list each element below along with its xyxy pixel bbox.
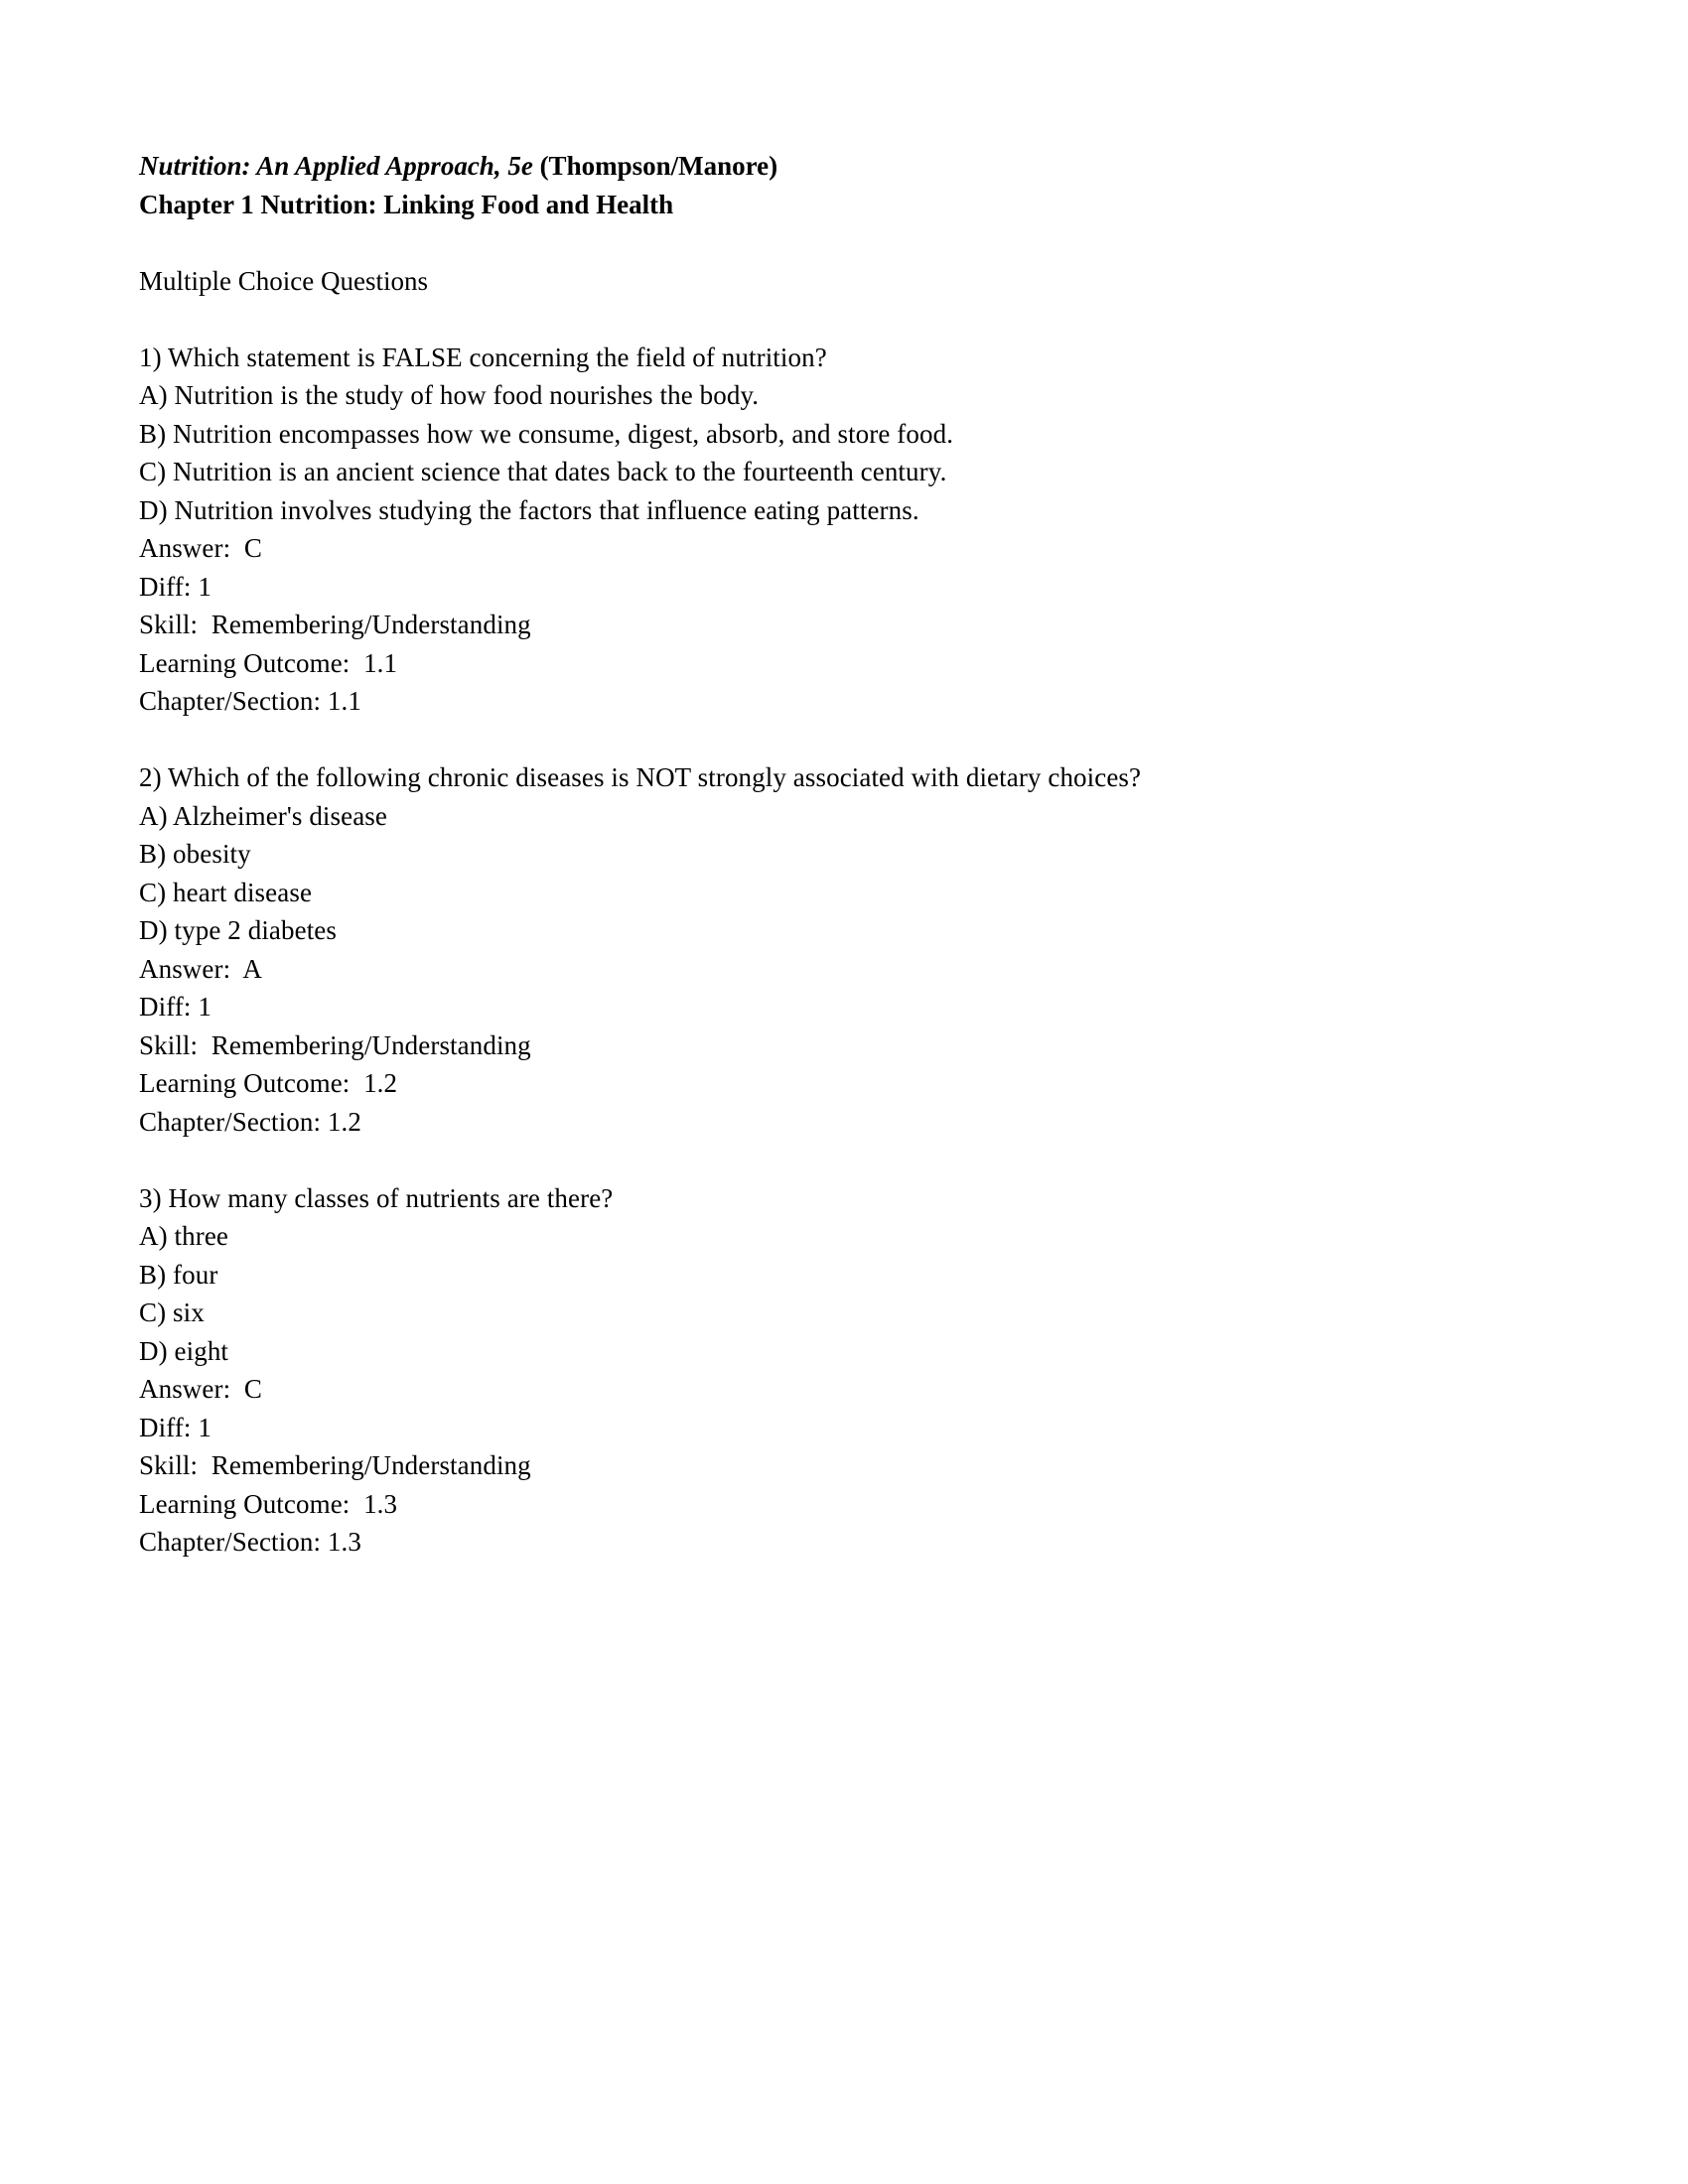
question-block-2	[139, 758, 1549, 1141]
learning-outcome-line: Learning Outcome: 1.2	[139, 1068, 398, 1098]
question-option: B) four	[139, 1259, 218, 1290]
spacer	[139, 300, 1549, 339]
spacer	[139, 223, 1549, 262]
spacer	[139, 721, 1549, 759]
document-header-title	[139, 147, 1549, 186]
question-prompt: 1) Which statement is FALSE concerning the field of nutrition?	[139, 341, 827, 372]
question-block-3	[139, 1179, 1549, 1562]
answer-line: Answer: A	[139, 953, 262, 984]
chapter-section-line: Chapter/Section: 1.1	[139, 686, 361, 716]
document-body	[139, 147, 1549, 1562]
diff-line: Diff: 1	[139, 1412, 211, 1442]
chapter-heading: Chapter 1 Nutrition: Linking Food and Health	[139, 189, 674, 219]
spacer	[139, 1141, 1549, 1179]
book-authors: (Thompson/Manore)	[532, 151, 778, 181]
question-option: A) Alzheimer's disease	[139, 800, 387, 831]
skill-line: Skill: Remembering/Understanding	[139, 1029, 531, 1060]
learning-outcome-line: Learning Outcome: 1.1	[139, 647, 398, 678]
diff-line: Diff: 1	[139, 571, 211, 602]
question-option: D) Nutrition involves studying the factors that influence eating patterns.	[139, 494, 919, 525]
question-option: C) six	[139, 1297, 205, 1327]
question-block-1	[139, 339, 1549, 721]
question-option: C) Nutrition is an ancient science that dates back to the fourteenth century.	[139, 457, 947, 486]
book-title: Nutrition: An Applied Approach, 5e	[139, 151, 533, 181]
answer-line: Answer: C	[139, 1374, 262, 1404]
answer-line: Answer: C	[139, 533, 262, 563]
question-option: C) heart disease	[139, 877, 313, 907]
diff-line: Diff: 1	[139, 992, 211, 1022]
question-option: D) eight	[139, 1335, 229, 1366]
question-option: A) three	[139, 1221, 229, 1251]
question-option: B) obesity	[139, 839, 251, 869]
section-heading-multiple-choice: Multiple Choice Questions	[139, 265, 428, 296]
question-option: A) Nutrition is the study of how food nourishes the body.	[139, 380, 760, 410]
question-prompt: 2) Which of the following chronic diseases is NOT strongly associated with dietary choices?	[139, 762, 1142, 792]
learning-outcome-line: Learning Outcome: 1.3	[139, 1488, 398, 1519]
skill-line: Skill: Remembering/Understanding	[139, 1450, 531, 1480]
question-option: D) type 2 diabetes	[139, 915, 337, 945]
chapter-section-line: Chapter/Section: 1.3	[139, 1527, 361, 1557]
question-option: B) Nutrition encompasses how we consume, digest, absorb, and store food.	[139, 418, 954, 449]
skill-line: Skill: Remembering/Understanding	[139, 610, 531, 639]
chapter-section-line: Chapter/Section: 1.2	[139, 1106, 361, 1137]
question-prompt: 3) How many classes of nutrients are there?	[139, 1182, 614, 1213]
